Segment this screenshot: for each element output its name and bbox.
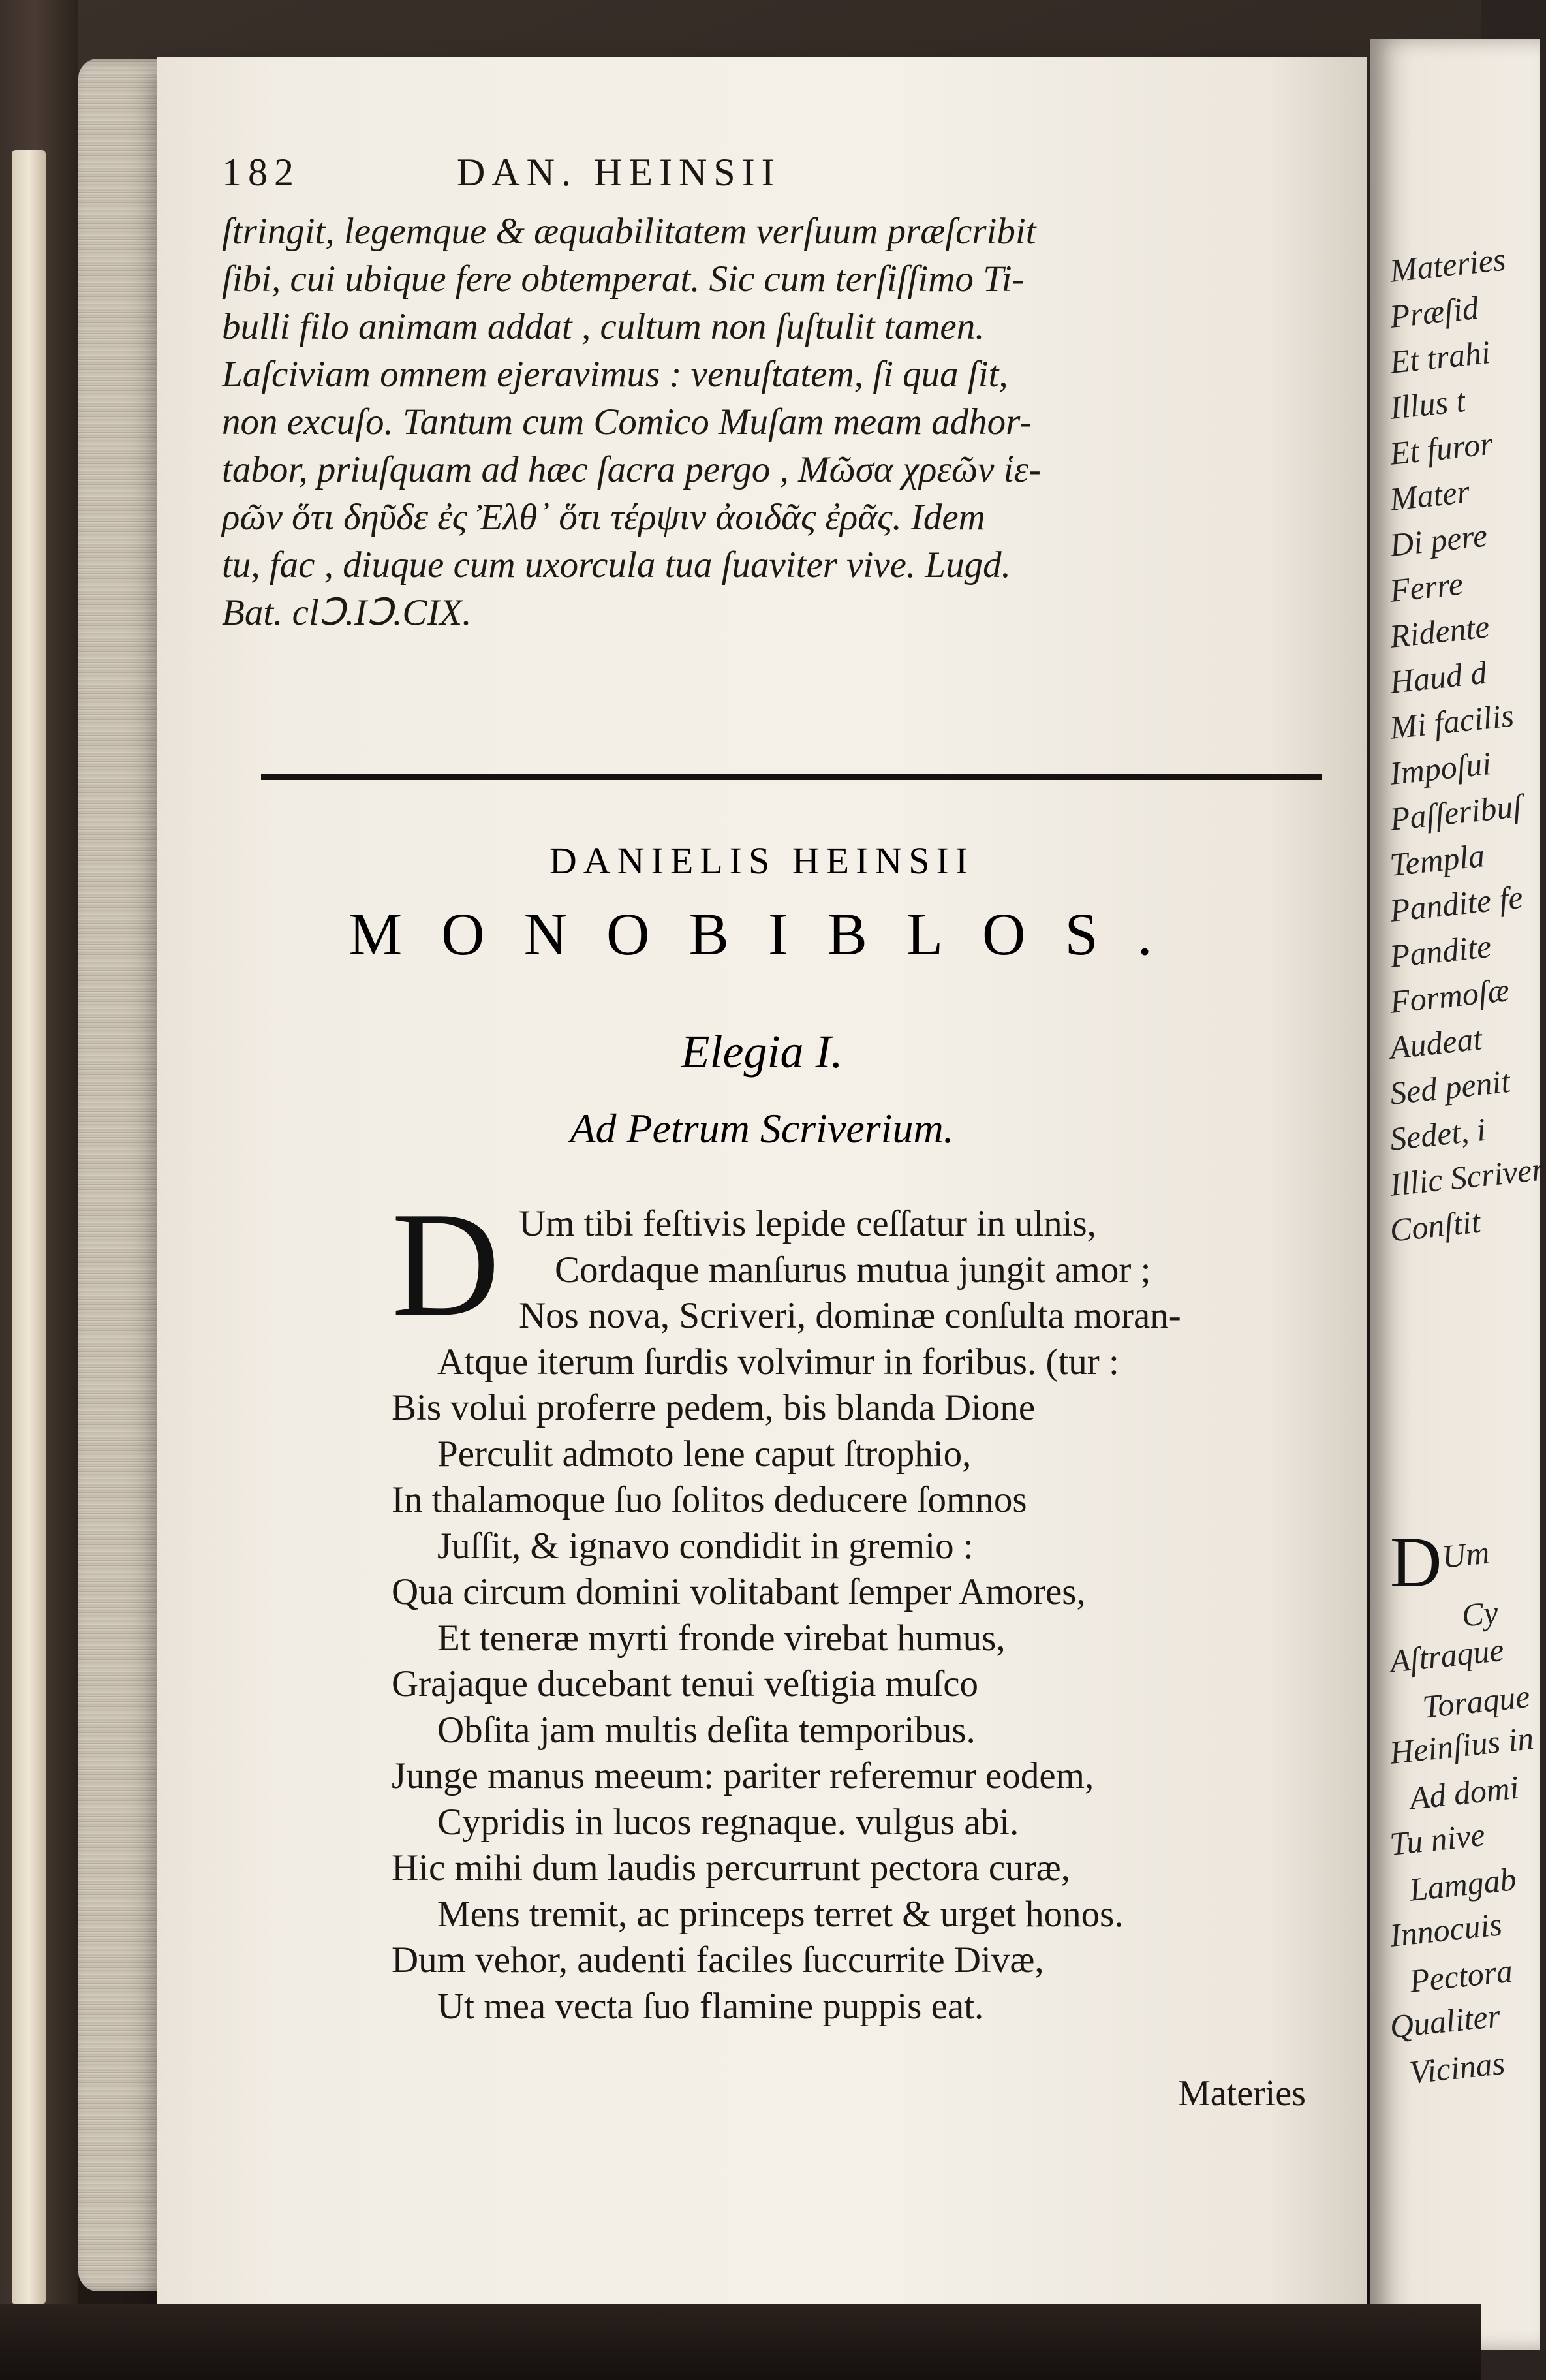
facing-line: Pandite fe <box>1388 878 1524 929</box>
facing-line: Templa <box>1388 836 1487 883</box>
facing-line: Præſid <box>1388 289 1481 335</box>
epistle-line: ρῶν ὅτι δηῦδε ἐς Ἐλθ᾽ ὅτι τέρψιν ἀοιδᾶς ἐρᾶς. Idem <box>222 497 985 538</box>
facing-line: Pandite <box>1388 927 1493 975</box>
poem-text <box>392 1201 1338 2029</box>
facing-line: Vicinas <box>1408 2044 1507 2091</box>
poem-line: Hic mihi dum laudis percurrunt pectora curæ, <box>392 1847 1070 1888</box>
facing-line: Ferre <box>1388 565 1465 609</box>
facing-line: Pectora <box>1408 1952 1515 1999</box>
facing-page <box>1370 39 1546 2350</box>
poem-line: Bis volui proferre pedem, bis blanda Dione <box>392 1387 1036 1428</box>
epistle-line: tabor, priuſquam ad hæc ſacra pergo , Μῶσα χρεῶν ἱε- <box>222 449 1041 490</box>
facing-line: Ridente <box>1388 608 1491 655</box>
facing-line: Innocuis <box>1388 1905 1504 1954</box>
poem-line: Obſita jam multis deſita temporibus. <box>437 1709 976 1751</box>
epistle-line: non excuſo. Tantum cum Comico Muſam meam adhor- <box>222 401 1032 443</box>
poem-line: Juſſit, & ignavo condidit in gremio : <box>437 1525 974 1567</box>
facing-drop-cap: D <box>1390 1522 1442 1602</box>
epistle-line: Bat. clↃ.IↃ.CIX. <box>222 592 472 633</box>
bottom-shadow <box>0 2304 1481 2380</box>
facing-line: Illic Scriver <box>1388 1150 1546 1203</box>
elegy-heading: Elegia I. <box>681 1026 843 1078</box>
epistle-line: ſtringit, legemque & æquabilitatem verſuum præſcribit <box>222 211 1036 252</box>
facing-line: Qualiter <box>1388 1997 1502 2045</box>
facing-line: Materies <box>1388 240 1507 289</box>
poem-line: Junge manus meeum: pariter referemur eodem, <box>392 1755 1094 1796</box>
facing-line: Toraque <box>1421 1677 1532 1725</box>
work-title: MONOBIBLOS. <box>348 901 1192 967</box>
epistle-line: bulli filo animam addat , cultum non ſuſtulit tamen. <box>222 306 985 347</box>
facing-line: Mi facilis <box>1388 697 1516 746</box>
facing-line: Di pere <box>1388 516 1489 563</box>
facing-line: Haud d <box>1388 653 1489 700</box>
epistle-line: ſibi, cui ubique fere obtemperat. Sic cum terſiſſimo Ti- <box>222 258 1025 300</box>
catchword: Materies <box>1178 2073 1306 2114</box>
dedication-line: Ad Petrum Scriverium. <box>570 1105 954 1151</box>
running-title: DAN. HEINSII <box>457 151 781 194</box>
facing-line: Heinſius in <box>1388 1719 1536 1771</box>
facing-line: Conſtit <box>1388 1202 1483 1249</box>
page-number: 182 <box>222 151 300 194</box>
facing-line: Cy <box>1460 1593 1500 1634</box>
facing-line: Aſtraque <box>1388 1631 1506 1680</box>
poem-line: Et teneræ myrti fronde virebat humus, <box>437 1617 1006 1659</box>
poem-line: Atque iterum ſurdis volvimur in foribus. (tur : <box>437 1341 1119 1383</box>
facing-line: Illus t <box>1388 382 1467 426</box>
poem-line: Nos nova, Scriveri, dominæ conſulta moran- <box>519 1295 1181 1336</box>
facing-line: Impoſui <box>1388 744 1493 792</box>
poem-line: Um tibi feſtivis lepide ceſſatur in ulnis, <box>519 1203 1096 1244</box>
poem-line: Grajaque ducebant tenui veſtigia muſco <box>392 1663 979 1704</box>
poem-line: Qua circum domini volitabant ſemper Amores, <box>392 1571 1086 1612</box>
poem-line: Perculit admoto lene caput ſtrophio, <box>437 1433 972 1475</box>
poem-line: Dum vehor, audenti faciles ſuccurrite Divæ, <box>392 1939 1044 1981</box>
epistle-text <box>222 208 1201 636</box>
poem-line: Cordaque manſurus mutua jungit amor ; <box>555 1249 1151 1291</box>
poem-line: Ut mea vecta ſuo flamine puppis eat. <box>437 1985 984 2027</box>
facing-line: Ad domi <box>1408 1768 1521 1817</box>
facing-line: Lamgab <box>1408 1860 1518 1908</box>
epistle-line: tu, fac , diuque cum uxorcula tua ſuaviter vive. Lugd. <box>222 544 1011 586</box>
poem-line: Cypridis in lucos regnaque. vulgus abi. <box>437 1801 1019 1843</box>
poem-line: In thalamoque ſuo ſolitos deducere ſomnos <box>392 1479 1027 1520</box>
facing-line: Sed penit <box>1388 1062 1512 1112</box>
facing-line: Audeat <box>1388 1020 1484 1066</box>
facing-line: Tu nive <box>1388 1815 1487 1862</box>
facing-line: Um <box>1440 1533 1491 1575</box>
facing-line: Formoſæ <box>1388 971 1511 1020</box>
facing-line: Sedet, i <box>1388 1110 1488 1157</box>
bookmark-strip <box>12 150 46 2304</box>
drop-cap: D <box>392 1181 501 1347</box>
facing-line: Paſſeribuſ <box>1388 787 1524 838</box>
poem-line: Mens tremit, ac princeps terret & urget honos. <box>437 1893 1124 1935</box>
facing-line: Et trahi <box>1388 334 1492 381</box>
facing-line: Et furor <box>1388 424 1494 472</box>
author-heading: DANIELIS HEINSII <box>549 839 975 882</box>
epistle-line: Laſciviam omnem ejeravimus : venuſtatem, ſi qua ſit, <box>222 354 1008 395</box>
facing-line: Mater <box>1388 473 1472 518</box>
section-rule <box>261 774 1322 780</box>
